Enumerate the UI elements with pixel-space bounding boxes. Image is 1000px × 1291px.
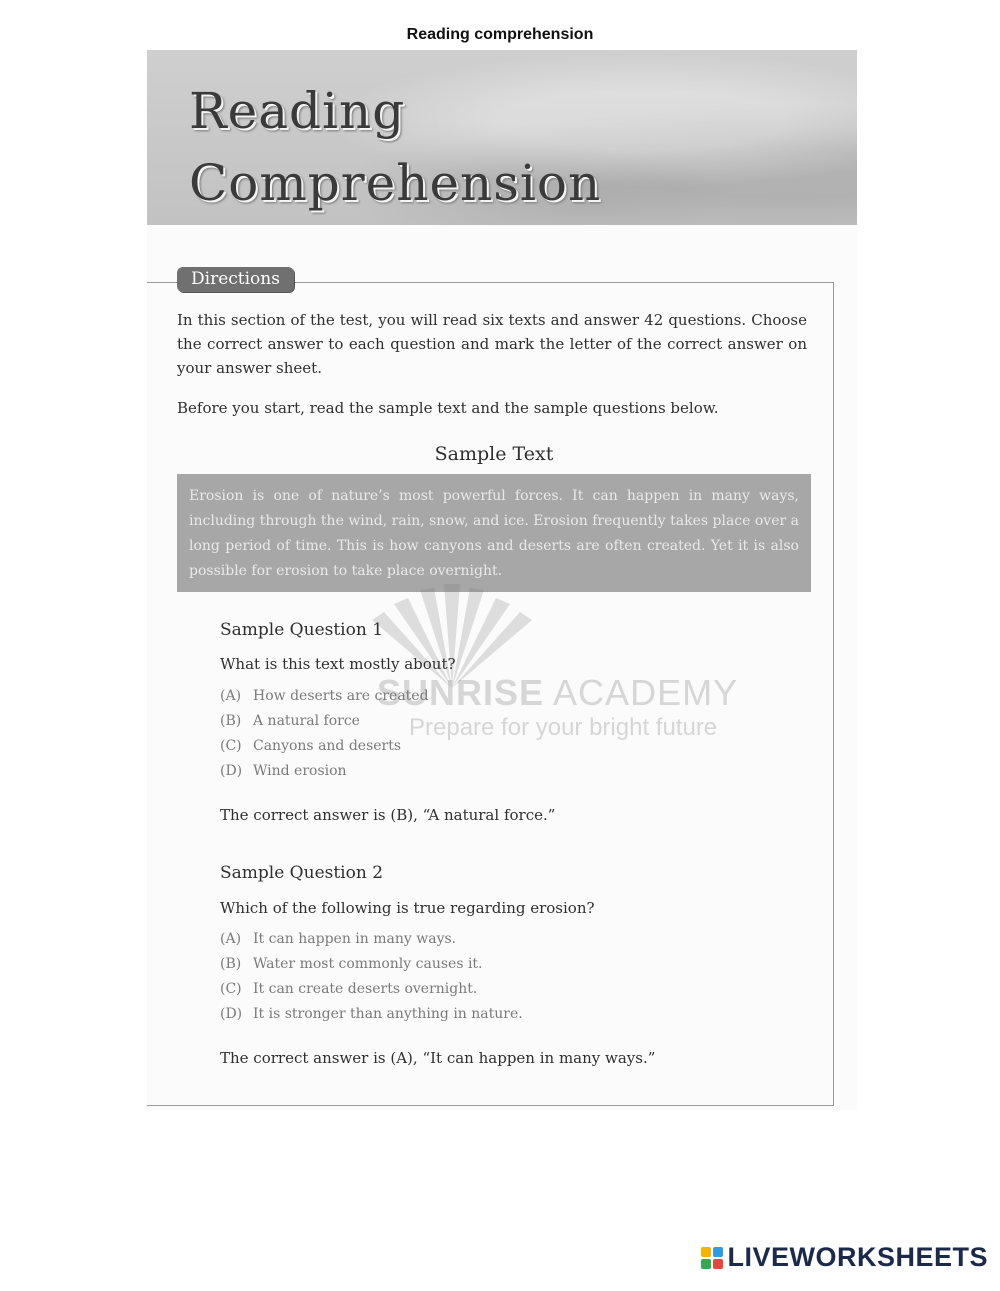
option-text: How deserts are created — [253, 688, 429, 704]
question-1-prompt: What is this text mostly about? — [220, 655, 456, 673]
watermark-brand-rest: ACADEMY — [544, 672, 739, 713]
liveworksheets-logo-icon — [701, 1247, 723, 1269]
question-2-heading: Sample Question 2 — [220, 863, 384, 883]
option-letter: (A) — [220, 931, 242, 947]
option-text: Water most commonly causes it. — [253, 956, 483, 972]
watermark-brand-bold: SUNRISE — [377, 672, 545, 713]
directions-paragraph-2: Before you start, read the sample text and the sample questions below. — [177, 399, 719, 417]
question-1-answer: The correct answer is (B), “A natural force.” — [220, 806, 556, 824]
directions-paragraph-1: In this section of the test, you will read six texts and answer 42 questions. Choose the correct answer to each question and mark the letter of the correct answer on your answer sheet. — [177, 311, 807, 377]
worksheet-page — [147, 50, 857, 1110]
banner-title-line-1: Reading — [189, 82, 406, 140]
option-letter: (A) — [220, 688, 242, 704]
logo-square — [713, 1259, 723, 1269]
option-text: Wind erosion — [253, 763, 347, 779]
option-text: Canyons and deserts — [253, 738, 402, 754]
option-letter: (C) — [220, 738, 242, 754]
question-2-option-b — [220, 956, 483, 972]
logo-square — [701, 1247, 711, 1257]
option-text: It can create deserts overnight. — [253, 981, 478, 997]
logo-square — [701, 1259, 711, 1269]
option-letter: (C) — [220, 981, 242, 997]
option-text: A natural force — [253, 713, 360, 729]
question-1-option-a — [220, 688, 429, 704]
option-letter: (B) — [220, 956, 242, 972]
title-banner — [147, 50, 857, 225]
option-letter: (D) — [220, 763, 243, 779]
sample-text-heading: Sample Text — [434, 443, 554, 465]
question-2-prompt: Which of the following is true regarding erosion? — [220, 899, 595, 917]
banner-title-line-2: Comprehension — [189, 154, 602, 212]
question-1-option-d — [220, 763, 347, 779]
question-2-answer: The correct answer is (A), “It can happen in many ways.” — [220, 1049, 656, 1067]
option-text: It can happen in many ways. — [253, 931, 457, 947]
question-2-option-d — [220, 1006, 523, 1022]
question-2-option-c — [220, 981, 477, 997]
watermark-brand — [377, 672, 738, 714]
liveworksheets-logo — [701, 1242, 988, 1273]
question-1-heading: Sample Question 1 — [220, 620, 384, 640]
directions-label: Directions — [177, 267, 294, 292]
watermark-tagline: Prepare for your bright future — [409, 714, 718, 741]
sample-text-passage: Erosion is one of nature’s most powerful forces. It can happen in many ways, including through the wind, rain, snow, and ice. Erosion frequently takes place over a long period of time. This is how canyons and deserts are often created. Yet it is also possible for erosion to take place overnight. — [177, 474, 811, 592]
question-2-option-a — [220, 931, 456, 947]
question-1-option-c — [220, 738, 401, 754]
question-1-option-b — [220, 713, 360, 729]
option-letter: (B) — [220, 713, 242, 729]
page-header-title: Reading comprehension — [406, 26, 594, 43]
option-text: It is stronger than anything in nature. — [253, 1006, 523, 1022]
option-letter: (D) — [220, 1006, 243, 1022]
liveworksheets-logo-text: LIVEWORKSHEETS — [727, 1242, 988, 1272]
logo-square — [713, 1247, 723, 1257]
